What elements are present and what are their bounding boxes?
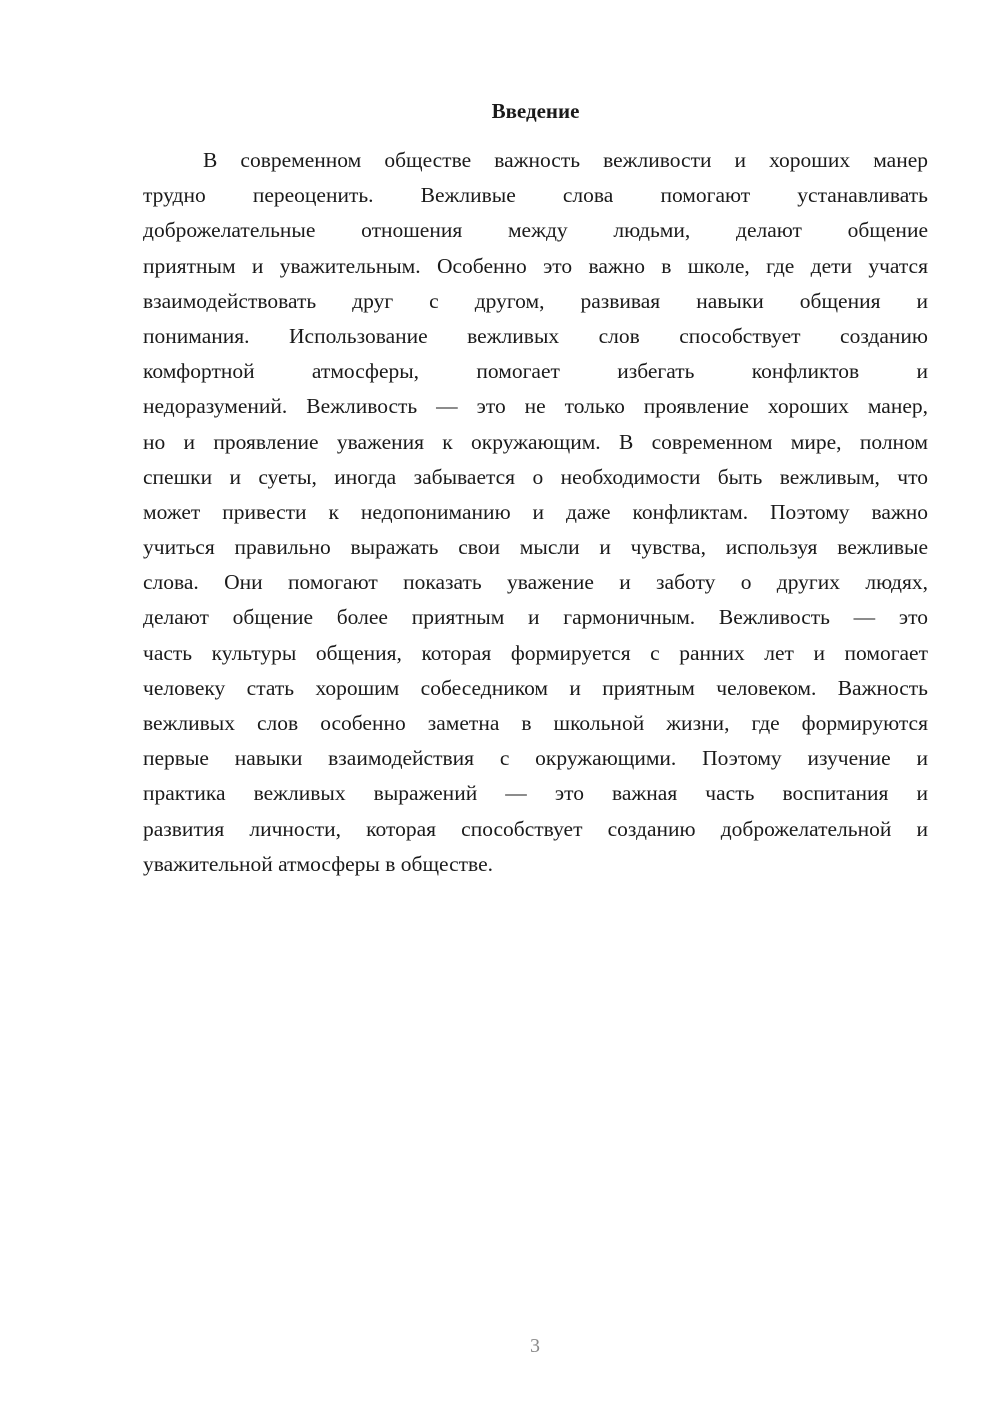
paragraph-line: приятным и уважительным. Особенно это важно в школе, где дети учатся <box>143 253 928 278</box>
paragraph-line: но и проявление уважения к окружающим. В современном мире, полном <box>143 429 928 454</box>
paragraph-line: учиться правильно выражать свои мысли и чувства, используя вежливые <box>143 535 928 560</box>
paragraph-line: доброжелательные отношения между людьми, делают общение <box>143 218 928 243</box>
paragraph-line: человеку стать хорошим собеседником и приятным человеком. Важность <box>143 675 928 700</box>
paragraph-line: уважительной атмосферы в обществе. <box>143 851 493 876</box>
paragraph-line: может привести к недопониманию и даже конфликтам. Поэтому важно <box>143 499 928 524</box>
paragraph-line: слова. Они помогают показать уважение и заботу о других людях, <box>143 570 928 595</box>
paragraph-line: вежливых слов особенно заметна в школьной жизни, где формируются <box>143 711 928 735</box>
paragraph-line: В современном обществе важность вежливости и хороших манер <box>203 148 928 172</box>
paragraph-line: понимания. Использование вежливых слов способствует созданию <box>143 323 928 348</box>
body-paragraph <box>143 143 928 882</box>
page-number: 3 <box>530 1335 540 1357</box>
paragraph-line: взаимодействовать друг с другом, развивая навыки общения и <box>143 288 928 313</box>
paragraph-line: первые навыки взаимодействия с окружающими. Поэтому изучение и <box>143 746 928 771</box>
paragraph-line: развития личности, которая способствует созданию доброжелательной и <box>143 816 928 841</box>
paragraph-line: часть культуры общения, которая формируется с ранних лет и помогает <box>143 640 928 665</box>
paragraph-line: трудно переоценить. Вежливые слова помогают устанавливать <box>143 183 928 208</box>
paragraph-line: практика вежливых выражений — это важная часть воспитания и <box>143 781 928 806</box>
paragraph-line: спешки и суеты, иногда забывается о необходимости быть вежливым, что <box>143 464 928 489</box>
paragraph-line: делают общение более приятным и гармоничным. Вежливость — это <box>143 605 928 630</box>
section-heading: Введение <box>491 99 580 123</box>
paragraph-line: комфортной атмосферы, помогает избегать конфликтов и <box>143 359 928 384</box>
paragraph-line: недоразумений. Вежливость — это не только проявление хороших манер, <box>143 394 928 419</box>
